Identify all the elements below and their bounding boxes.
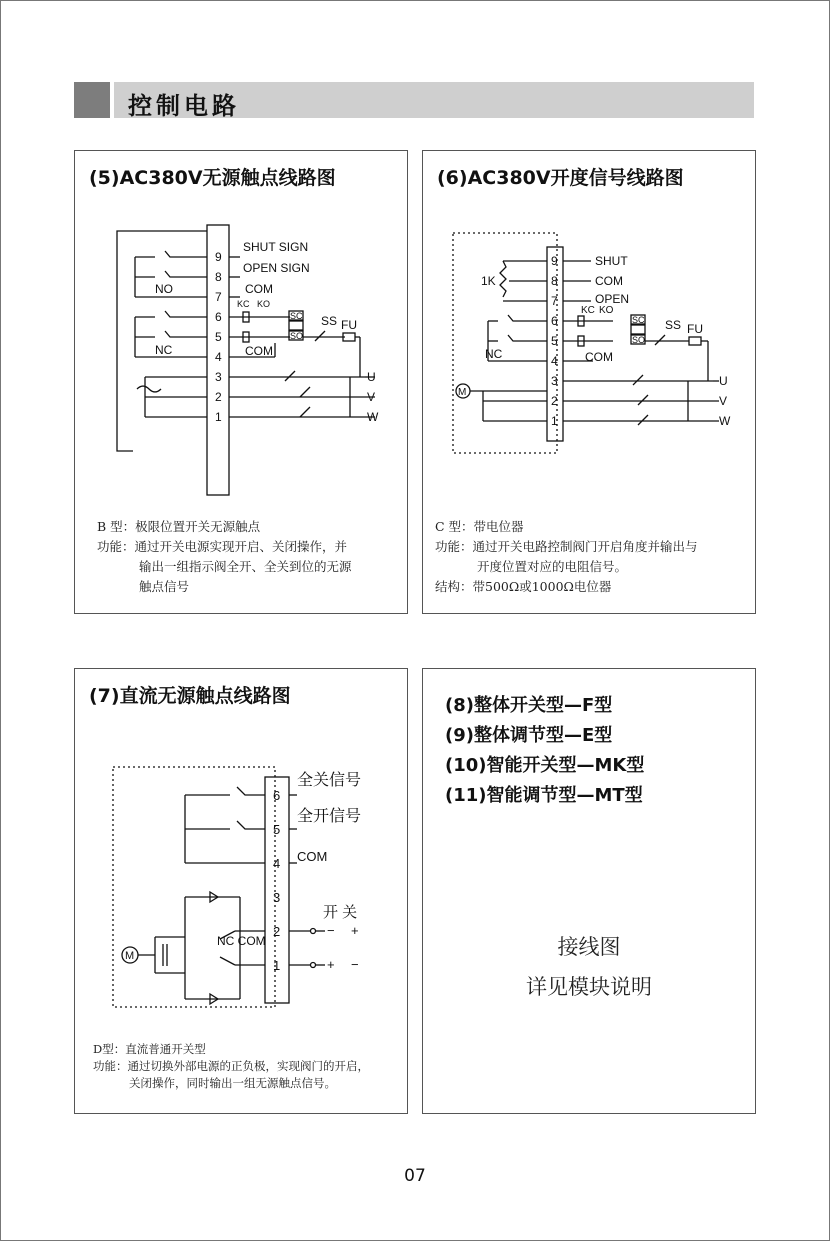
model-item: (9)整体调节型—E型 <box>445 725 613 746</box>
model-item: (11)智能调节型—MT型 <box>445 785 643 806</box>
terminal-6: 6 <box>551 314 558 328</box>
phase-w: W <box>367 410 379 424</box>
ko-label: KO <box>257 299 271 309</box>
sign-plus-2: + <box>351 923 359 938</box>
wiring-note-title: 接线图 <box>557 935 621 959</box>
signal-open-sign: OPEN SIGN <box>243 261 310 275</box>
no-label: NO <box>155 282 173 296</box>
desc-line: C 型：带电位器 <box>435 519 524 534</box>
terminal-5: 5 <box>215 330 222 344</box>
desc-line: 功能：通过开关电路控制阀门开启角度并输出与 <box>435 539 698 554</box>
terminal-7: 7 <box>215 290 222 304</box>
wiring-diagram-7 <box>75 759 407 1029</box>
nc-com-label: NC COM <box>217 934 266 948</box>
desc-line: B 型：极限位置开关无源触点 <box>97 519 261 534</box>
terminal-3: 3 <box>273 890 281 905</box>
description <box>93 1041 369 1092</box>
desc-line: 功能：通过开关电源实现开启、关闭操作，并 <box>97 539 348 554</box>
wiring-note-detail: 详见模块说明 <box>526 975 652 999</box>
switch-label: 开 关 <box>323 904 358 921</box>
label-com: COM <box>297 849 328 864</box>
wiring-diagram-5 <box>75 211 407 511</box>
resistor-label: 1K <box>481 274 496 288</box>
panel-title: (6)AC380V开度信号线路图 <box>437 167 684 189</box>
desc-line: 结构：带500Ω或1000Ω电位器 <box>435 579 612 594</box>
desc-line: 输出一组指示阀全开、全关到位的无源 <box>139 559 352 574</box>
terminal-2: 2 <box>551 394 558 408</box>
terminal-7: 7 <box>551 294 558 308</box>
sc-label: SC <box>290 311 303 321</box>
kc-label: KC <box>237 299 250 309</box>
terminal-5: 5 <box>551 334 558 348</box>
sign-plus-1: + <box>327 957 335 972</box>
motor-symbol: M <box>458 387 467 398</box>
page-number: 07 <box>404 1166 426 1186</box>
desc-line: 关闭操作，同时输出一组无源触点信号。 <box>129 1076 336 1090</box>
sign-minus-2: − <box>327 923 335 938</box>
fu-label: FU <box>341 318 357 332</box>
so-label: SO <box>290 331 304 341</box>
phase-v: V <box>719 394 728 408</box>
desc-line: 功能：通过切换外部电源的正负极，实现阀门的开启， <box>93 1059 369 1073</box>
desc-line: 开度位置对应的电阻信号。 <box>477 559 628 574</box>
desc-line: 触点信号 <box>139 579 190 594</box>
desc-line: D型：直流普通开关型 <box>93 1042 206 1056</box>
header-square <box>74 82 110 118</box>
section-title: 控制电路 <box>128 91 240 120</box>
com-label: COM <box>245 344 273 358</box>
label-full-open-signal: 全开信号 <box>297 808 362 825</box>
terminal-1: 1 <box>215 410 222 424</box>
terminal-1: 1 <box>273 958 281 973</box>
terminal-2: 2 <box>215 390 222 404</box>
motor-symbol: M <box>125 950 135 962</box>
terminal-6: 6 <box>215 310 222 324</box>
ko-label: KO <box>599 305 614 316</box>
terminal-1: 1 <box>551 414 558 428</box>
fu-label: FU <box>687 322 703 336</box>
terminal-3: 3 <box>215 370 222 384</box>
terminal-8: 8 <box>551 274 558 288</box>
signal-shut-sign: SHUT SIGN <box>243 240 309 254</box>
terminal-5: 5 <box>273 822 281 837</box>
section-header <box>74 82 754 118</box>
model-item: (10)智能开关型—MK型 <box>445 755 645 776</box>
panel-ac380v-opening-signal <box>422 150 756 614</box>
panel-ac380v-passive-contact <box>74 150 408 614</box>
nc-label: NC <box>485 347 503 361</box>
panel-title: (7)直流无源触点线路图 <box>89 685 291 707</box>
kc-label: KC <box>581 305 595 316</box>
sc-label: SC <box>632 315 645 325</box>
signal-shut: SHUT <box>595 254 628 268</box>
sign-minus-1: − <box>351 957 359 972</box>
model-list <box>445 691 644 811</box>
terminal-3: 3 <box>551 374 558 388</box>
phase-v: V <box>367 390 376 404</box>
terminal-4: 4 <box>273 856 281 871</box>
so-label: SO <box>632 335 646 345</box>
description <box>97 517 352 597</box>
nc-label: NC <box>155 343 173 357</box>
terminal-9: 9 <box>215 250 222 264</box>
terminal-2: 2 <box>273 924 281 939</box>
phase-w: W <box>719 414 731 428</box>
description <box>435 517 698 597</box>
panel-title: (5)AC380V无源触点线路图 <box>89 167 336 189</box>
terminal-4: 4 <box>551 354 558 368</box>
com-label: COM <box>585 350 613 364</box>
panel-dc-passive-contact <box>74 668 408 1114</box>
label-full-close-signal: 全关信号 <box>297 772 362 789</box>
ss-label: SS <box>665 318 682 332</box>
panel-integrated-models <box>422 668 756 1114</box>
wiring-diagram-6 <box>423 221 755 521</box>
phase-u: U <box>719 374 728 388</box>
signal-com: COM <box>595 274 623 288</box>
terminal-9: 9 <box>551 254 558 268</box>
terminal-8: 8 <box>215 270 222 284</box>
signal-open: OPEN <box>595 292 630 306</box>
ss-label: SS <box>321 314 338 328</box>
model-item: (8)整体开关型—F型 <box>445 695 613 716</box>
phase-u: U <box>367 370 376 384</box>
signal-com: COM <box>245 282 273 296</box>
terminal-4: 4 <box>215 350 222 364</box>
terminal-6: 6 <box>273 788 281 803</box>
